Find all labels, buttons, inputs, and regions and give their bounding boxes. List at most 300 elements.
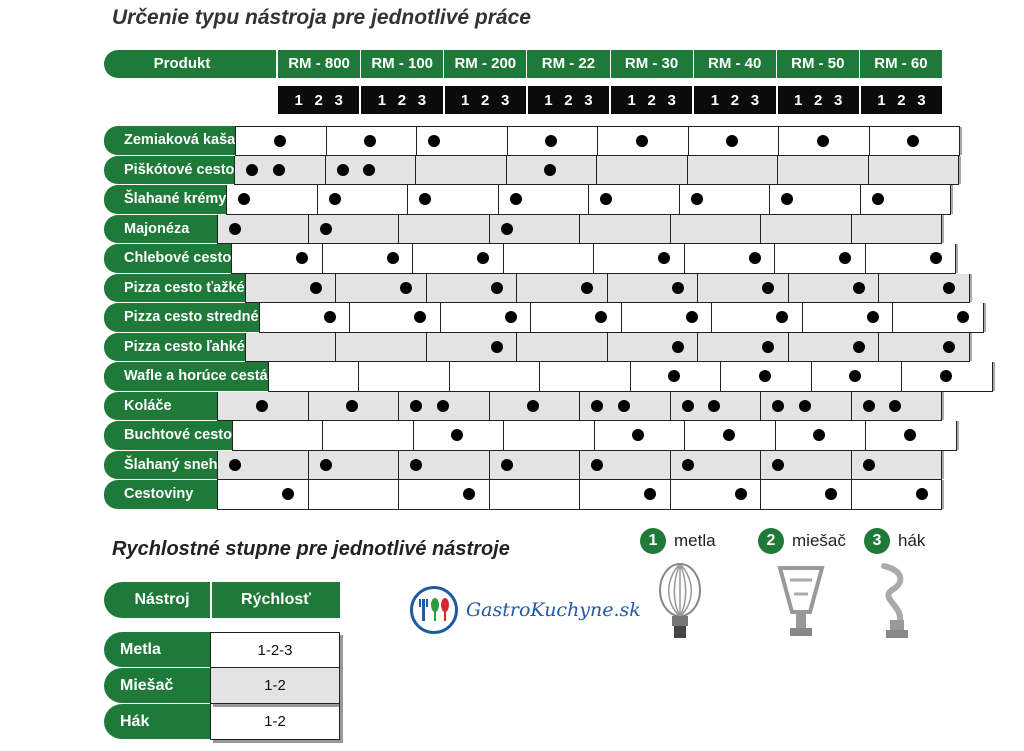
dot-slot <box>748 251 762 265</box>
dot-slot <box>437 281 451 295</box>
dot-slot <box>281 487 295 501</box>
dot-slot <box>500 399 514 413</box>
tool-dot-2 <box>799 400 811 412</box>
dot-slot <box>631 428 645 442</box>
row-label: Koláče <box>104 392 217 422</box>
tool-dot-3 <box>853 282 865 294</box>
dot-slot <box>725 134 739 148</box>
dot-slot <box>734 458 748 472</box>
dot-slot <box>825 281 839 295</box>
tool-number: 2 <box>647 91 656 109</box>
dot-slot <box>424 428 438 442</box>
row-cells <box>217 215 942 245</box>
tool-dot-3 <box>943 341 955 353</box>
dot-slot <box>296 310 310 324</box>
dot-slot <box>694 369 708 383</box>
tool-dot-3 <box>853 341 865 353</box>
legend-label: hák <box>898 531 926 550</box>
dot-slot <box>373 281 387 295</box>
dot-slot <box>323 310 337 324</box>
tool-dot-1 <box>781 193 793 205</box>
dot-slot <box>372 487 386 501</box>
table-cell <box>326 127 417 155</box>
dot-slot <box>643 458 657 472</box>
dot-slot <box>451 310 465 324</box>
dot-slot <box>541 310 555 324</box>
dot-slot <box>775 310 789 324</box>
page-title: Určenie typu nástroja pre jednotlivé práce <box>112 6 531 29</box>
tool-number: 2 <box>564 91 573 109</box>
dot-slot <box>644 281 658 295</box>
table-row <box>104 274 942 304</box>
tool-dot-1 <box>320 223 332 235</box>
dot-slot <box>463 281 477 295</box>
tool-number: 1 <box>544 91 553 109</box>
dot-slot <box>345 458 359 472</box>
dot-slot <box>390 134 404 148</box>
table-cell <box>231 244 322 273</box>
dot-slot <box>722 310 736 324</box>
table-cell <box>449 362 540 391</box>
tool-number: 2 <box>897 91 906 109</box>
tool-dot-3 <box>491 341 503 353</box>
dot-slot <box>761 340 775 354</box>
table-cell <box>217 215 308 244</box>
dot-slot <box>833 192 847 206</box>
whisk-icon <box>654 560 706 647</box>
tool-dot-1 <box>428 135 440 147</box>
dot-slot <box>852 281 866 295</box>
speed-row-value: 1-2-3 <box>210 632 340 668</box>
tool-dot-2 <box>545 135 557 147</box>
dot-slot <box>372 222 386 236</box>
table-row <box>104 156 942 186</box>
dot-slot <box>372 399 386 413</box>
dot-slot <box>568 310 582 324</box>
dot-slot <box>605 428 619 442</box>
dot-slot <box>332 369 346 383</box>
tool-dot-3 <box>658 252 670 264</box>
table-cell <box>398 392 489 421</box>
dot-slot <box>369 369 383 383</box>
product-header <box>104 50 276 78</box>
dot-slot <box>822 369 836 383</box>
table-cell <box>892 303 984 332</box>
table-cell <box>398 451 489 480</box>
dot-slot <box>567 251 581 265</box>
dot-slot <box>618 281 632 295</box>
tool-dot-1 <box>863 400 875 412</box>
dot-slot <box>915 399 929 413</box>
dot-slot <box>912 369 926 383</box>
dot-slot <box>413 310 427 324</box>
dot-slot <box>784 369 798 383</box>
gastrokuchyne-logo <box>410 586 641 634</box>
tool-dot-3 <box>957 311 969 323</box>
table-cell <box>539 362 630 391</box>
dot-slot <box>707 399 721 413</box>
tool-dot-1 <box>246 164 258 176</box>
row-label: Šlahané krémy <box>104 185 226 215</box>
dot-slot <box>273 134 287 148</box>
table-cell <box>594 421 685 450</box>
dot-slot <box>735 340 749 354</box>
table-cell <box>811 362 902 391</box>
table-cell <box>688 127 779 155</box>
row-label: Pizza cesto stredné <box>104 303 259 333</box>
dot-slot <box>554 281 568 295</box>
dot-slot <box>807 192 821 206</box>
dot-slot <box>617 458 631 472</box>
dot-slot <box>897 192 911 206</box>
dot-slot <box>328 192 342 206</box>
dot-slot <box>661 134 675 148</box>
dot-slot <box>454 134 468 148</box>
dot-slot <box>480 134 494 148</box>
tool-dot-3 <box>749 252 761 264</box>
dot-slot <box>436 487 450 501</box>
dot-slot <box>888 458 902 472</box>
dot-slot <box>436 222 450 236</box>
dot-slot <box>641 369 655 383</box>
dot-slot <box>309 281 323 295</box>
row-cells <box>234 156 959 186</box>
tool-dot-2 <box>273 164 285 176</box>
table-cell <box>670 392 761 421</box>
dot-slot <box>577 369 591 383</box>
tool-dot-2 <box>364 135 376 147</box>
tool-dot-1 <box>229 459 241 471</box>
table-cell <box>498 185 589 214</box>
table-cell <box>226 185 317 214</box>
table-cell <box>774 244 865 273</box>
dot-slot <box>255 222 269 236</box>
dot-slot <box>571 134 585 148</box>
dot-slot <box>526 399 540 413</box>
tool-dot-3 <box>282 488 294 500</box>
speed-table-header <box>104 582 340 618</box>
tool-dot-2 <box>451 429 463 441</box>
tool-dot-2 <box>726 135 738 147</box>
dot-slot <box>477 428 491 442</box>
dot-slot <box>734 399 748 413</box>
dot-slot <box>617 399 631 413</box>
table-row <box>104 392 942 422</box>
dot-slot <box>255 458 269 472</box>
model-header: RM - 800 <box>288 55 350 72</box>
dot-slot <box>880 134 894 148</box>
legend-item-whisk <box>640 528 716 554</box>
dot-slot <box>685 310 699 324</box>
dot-slot <box>567 428 581 442</box>
dot-slot <box>462 222 476 236</box>
table-cell <box>489 480 580 509</box>
dot-slot <box>553 399 567 413</box>
dot-slot <box>514 428 528 442</box>
dot-slot <box>758 369 772 383</box>
row-label: Chlebové cesto <box>104 244 231 274</box>
dot-slot <box>799 340 813 354</box>
tool-number: 1 <box>710 91 720 109</box>
table-cell <box>775 421 866 450</box>
model-header: RM - 40 <box>693 50 776 78</box>
table-cell <box>788 274 879 303</box>
dough-hook-icon <box>872 560 920 647</box>
dot-slot <box>695 428 709 442</box>
dot-slot <box>607 163 621 177</box>
dot-slot <box>632 310 646 324</box>
table-cell <box>679 185 770 214</box>
tool-dot-2 <box>817 135 829 147</box>
dot-slot <box>479 163 493 177</box>
tool-number: 2 <box>813 91 823 109</box>
row-label: Pizza cesto ťažké <box>104 274 245 304</box>
dot-slot <box>255 487 269 501</box>
dot-slot <box>437 340 451 354</box>
dot-slot <box>246 134 260 148</box>
dot-slot <box>513 369 527 383</box>
speed-table <box>104 632 340 740</box>
dot-slot <box>255 399 269 413</box>
dot-slot <box>644 340 658 354</box>
tool-dot-1 <box>682 400 694 412</box>
dot-slot <box>345 222 359 236</box>
table-cell <box>865 421 957 450</box>
tool-dot-3 <box>672 341 684 353</box>
dot-slot <box>825 340 839 354</box>
tool-dot-2 <box>256 400 268 412</box>
model-header: RM - 100 <box>360 50 443 78</box>
table-cell <box>579 392 670 421</box>
tool-dot-1 <box>772 400 784 412</box>
dot-slot <box>789 134 803 148</box>
tool-dot-3 <box>477 252 489 264</box>
dot-slot <box>243 428 257 442</box>
dot-slot <box>299 134 313 148</box>
table-cell <box>308 451 399 480</box>
legend-item-hook <box>864 528 925 554</box>
table-cell <box>760 215 851 244</box>
tool-dot-2 <box>346 400 358 412</box>
dot-slot <box>929 428 943 442</box>
tool-dot-2 <box>907 135 919 147</box>
dot-slot <box>399 340 413 354</box>
dot-slot <box>422 369 436 383</box>
dot-slot <box>889 340 903 354</box>
dot-slot <box>812 428 826 442</box>
dot-slot <box>270 310 284 324</box>
speed-row <box>104 668 340 704</box>
table-cell <box>579 451 670 480</box>
table-row <box>104 451 942 481</box>
dot-slot <box>228 222 242 236</box>
dot-slot <box>269 251 283 265</box>
table-cell <box>426 274 517 303</box>
row-cells <box>217 480 942 510</box>
tool-dot-2 <box>940 370 952 382</box>
table-cell <box>235 127 326 155</box>
logo-text: GastroKuchyne.sk <box>466 599 641 621</box>
dot-slot <box>399 281 413 295</box>
dot-slot <box>798 399 812 413</box>
dot-slot <box>862 399 876 413</box>
dot-slot <box>541 428 555 442</box>
table-cell <box>349 303 440 332</box>
tool-dot-1 <box>419 193 431 205</box>
tool-dot-3 <box>776 311 788 323</box>
tool-number: 3 <box>917 91 926 109</box>
speed-row <box>104 704 340 740</box>
dot-slot <box>813 310 827 324</box>
tool-dot-1 <box>591 459 603 471</box>
table-cell <box>503 244 594 273</box>
table-cell <box>865 244 957 273</box>
dot-slot <box>608 134 622 148</box>
dot-slot <box>554 340 568 354</box>
dot-slot <box>862 487 876 501</box>
dot-slot <box>721 251 735 265</box>
tool-number-group <box>611 86 692 114</box>
dot-slot <box>839 310 853 324</box>
tool-dot-1 <box>600 193 612 205</box>
dot-slot <box>866 310 880 324</box>
dot-slot <box>716 192 730 206</box>
table-cell <box>670 480 761 509</box>
dot-slot <box>269 428 283 442</box>
table-row <box>104 362 942 392</box>
table-cell <box>325 156 416 185</box>
tool-dot-3 <box>400 282 412 294</box>
dot-slot <box>418 192 432 206</box>
dot-slot <box>295 251 309 265</box>
dot-slot <box>562 192 576 206</box>
model-header-row <box>278 50 942 78</box>
dot-slot <box>916 281 930 295</box>
tool-number-group <box>861 86 942 114</box>
table-cell <box>851 480 943 509</box>
dot-slot <box>888 487 902 501</box>
dot-slot <box>553 487 567 501</box>
dot-slot <box>681 458 695 472</box>
tool-dot-1 <box>329 193 341 205</box>
table-cell <box>317 185 408 214</box>
tool-dot-2 <box>437 400 449 412</box>
dot-slot <box>450 428 464 442</box>
tool-dot-3 <box>463 488 475 500</box>
tool-dot-1 <box>691 193 703 205</box>
dot-slot <box>362 163 376 177</box>
tool-dot-3 <box>595 311 607 323</box>
table-cell <box>711 303 802 332</box>
dot-slot <box>681 487 695 501</box>
dot-slot <box>888 222 902 236</box>
speed-row-tool: Miešač <box>104 668 210 704</box>
tool-dot-3 <box>310 282 322 294</box>
tool-dot-1 <box>501 459 513 471</box>
dot-slot <box>309 340 323 354</box>
tool-number-row <box>278 86 942 114</box>
dot-slot <box>319 487 333 501</box>
tool-dot-2 <box>668 370 680 382</box>
dot-slot <box>381 192 395 206</box>
table-cell <box>778 127 869 155</box>
dot-slot <box>852 340 866 354</box>
dot-slot <box>902 251 916 265</box>
tool-dot-2 <box>632 429 644 441</box>
dot-slot <box>517 163 531 177</box>
tool-dot-3 <box>943 282 955 294</box>
tool-dot-1 <box>501 223 513 235</box>
tool-dot-3 <box>867 311 879 323</box>
mixer-beater-icon <box>772 560 830 647</box>
dot-slot <box>500 487 514 501</box>
tool-number-group <box>445 86 526 114</box>
dot-slot <box>734 487 748 501</box>
tool-number-group <box>361 86 442 114</box>
speed-row-value: 1-2 <box>210 704 340 740</box>
table-cell <box>593 244 684 273</box>
dot-slot <box>360 428 374 442</box>
row-cells <box>235 126 960 156</box>
table-cell <box>670 215 761 244</box>
row-label: Wafle a horúce cestá <box>104 362 268 392</box>
table-cell <box>851 392 943 421</box>
dot-slot <box>228 487 242 501</box>
table-cell <box>621 303 712 332</box>
table-cell <box>868 156 960 185</box>
dot-slot <box>824 222 838 236</box>
tool-dot-3 <box>825 488 837 500</box>
dot-slot <box>363 134 377 148</box>
dot-slot <box>761 281 775 295</box>
dot-slot <box>618 340 632 354</box>
table-cell <box>860 185 952 214</box>
dot-slot <box>526 458 540 472</box>
table-cell <box>579 215 670 244</box>
row-label: Buchtové cesto <box>104 421 232 451</box>
row-cells <box>259 303 984 333</box>
table-cell <box>507 127 598 155</box>
model-header: RM - 22 <box>526 50 609 78</box>
table-cell <box>503 421 594 450</box>
tool-dot-2 <box>759 370 771 382</box>
dot-slot <box>933 134 947 148</box>
table-cell <box>217 480 308 509</box>
dot-slot <box>290 192 304 206</box>
table-cell <box>234 156 325 185</box>
model-header: RM - 30 <box>610 50 693 78</box>
tool-dot-2 <box>889 400 901 412</box>
dot-slot <box>535 192 549 206</box>
dot-slot <box>932 163 946 177</box>
table-cell <box>607 274 698 303</box>
dot-slot <box>346 281 360 295</box>
dot-slot <box>879 163 893 177</box>
dot-slot <box>643 222 657 236</box>
dot-slot <box>956 310 970 324</box>
dot-slot <box>527 281 541 295</box>
dot-slot <box>731 369 745 383</box>
row-cells <box>232 421 957 451</box>
tool-dot-3 <box>916 488 928 500</box>
dot-slot <box>671 340 685 354</box>
dot-slot <box>333 251 347 265</box>
table-row <box>104 421 942 451</box>
dot-slot <box>604 251 618 265</box>
table-cell <box>440 303 531 332</box>
dot-slot <box>748 428 762 442</box>
tool-number-group <box>528 86 609 114</box>
